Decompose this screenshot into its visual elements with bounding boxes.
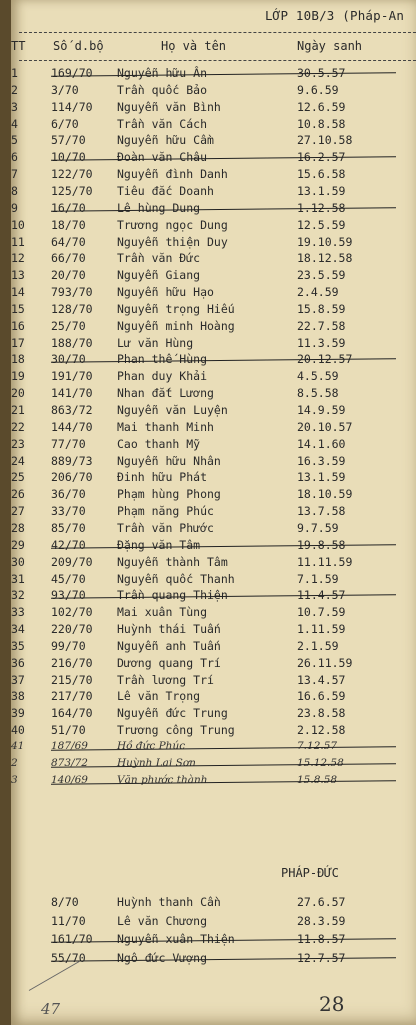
- birth-date: 13.4.57: [297, 672, 346, 687]
- birth-date: 18.10.59: [297, 487, 353, 502]
- row-number: 35: [11, 638, 25, 653]
- student-row: [11, 201, 416, 218]
- row-number: 39: [11, 706, 25, 721]
- registry-number: 206/70: [51, 470, 93, 485]
- student-name: Lê văn Trọng: [117, 689, 201, 704]
- student-row: [11, 218, 416, 235]
- birth-date: 16.6.59: [297, 689, 346, 704]
- student-name: Văn phước thành: [117, 773, 208, 786]
- row-number: 22: [11, 419, 25, 434]
- student-row: [11, 403, 416, 420]
- registry-number: 11/70: [51, 913, 86, 928]
- student-name: Mai xuân Tùng: [117, 605, 208, 620]
- student-name: Dương quang Trí: [117, 655, 221, 670]
- student-row: [11, 538, 416, 555]
- birth-date: 14.1.60: [297, 436, 346, 451]
- row-number: 10: [11, 217, 25, 232]
- student-row: [11, 83, 416, 100]
- registry-number: 217/70: [51, 689, 93, 704]
- birth-date: 13.1.59: [297, 470, 346, 485]
- header-top-rule: [19, 32, 416, 33]
- student-row: [11, 555, 416, 572]
- student-row: [11, 150, 416, 167]
- registry-number: 85/70: [51, 520, 86, 535]
- student-row: [11, 133, 416, 150]
- registry-number: 122/70: [51, 167, 93, 182]
- student-row: [11, 268, 416, 285]
- student-name: Nguyễn xuân Thiện: [117, 932, 235, 946]
- registry-number: 873/72: [51, 756, 88, 769]
- birth-date: 12.6.59: [297, 99, 346, 114]
- birth-date: 11.4.57: [297, 588, 346, 603]
- row-number: 4: [11, 116, 18, 131]
- registry-number: 10/70: [51, 150, 86, 165]
- row-number: 24: [11, 453, 25, 468]
- birth-date: 19.10.59: [297, 234, 353, 249]
- student-row: [11, 622, 416, 639]
- registry-number: 16/70: [51, 200, 86, 215]
- strike-through-line: [51, 746, 396, 751]
- student-row: [11, 352, 416, 369]
- registry-number: 55/70: [51, 950, 86, 965]
- row-number: 40: [11, 723, 25, 738]
- student-row: [11, 235, 416, 252]
- student-name: Lê hùng Dung: [117, 200, 201, 215]
- row-number: 19: [11, 369, 25, 384]
- row-number: 41: [11, 740, 25, 752]
- birth-date: 2.12.58: [297, 723, 346, 738]
- birth-date: 12.5.59: [297, 217, 346, 232]
- student-name: Nguyễn văn Bình: [117, 99, 221, 114]
- row-number: 15: [11, 301, 25, 316]
- student-name: Trương ngọc Dung: [117, 217, 228, 232]
- birth-date: 26.11.59: [297, 655, 353, 670]
- registry-number: 220/70: [51, 622, 93, 637]
- birth-date: 13.1.59: [297, 183, 346, 198]
- registry-number: 128/70: [51, 301, 93, 316]
- student-name: Nguyễn anh Tuấn: [117, 638, 221, 653]
- student-row: [11, 656, 416, 673]
- student-row: [11, 673, 416, 690]
- student-row: [11, 369, 416, 386]
- row-number: 5: [11, 133, 18, 148]
- registry-number: 863/72: [51, 403, 93, 417]
- registry-number: 93/70: [51, 588, 86, 603]
- student-row: [11, 723, 416, 740]
- student-name: Lư văn Hùng: [117, 335, 194, 350]
- row-number: 14: [11, 285, 25, 300]
- birth-date: 16.3.59: [297, 453, 346, 468]
- student-name: Trần văn Đức: [117, 251, 201, 266]
- page-number: 28: [319, 992, 345, 1016]
- birth-date: 1.11.59: [297, 622, 346, 637]
- student-name: Đặng văn Tâm: [117, 537, 201, 552]
- student-row: [11, 437, 416, 454]
- student-row: [11, 774, 416, 791]
- col-header-so: Số d.bộ: [53, 39, 104, 53]
- registry-number: 51/70: [51, 723, 86, 738]
- birth-date: 19.8.58: [297, 537, 346, 552]
- row-number: 33: [11, 605, 25, 620]
- student-name: Đinh hữu Phát: [117, 470, 208, 485]
- registry-number: 25/70: [51, 318, 86, 333]
- row-number: 21: [11, 403, 25, 417]
- student-row: [11, 487, 416, 504]
- registry-number: 57/70: [51, 133, 86, 148]
- row-number: 23: [11, 436, 25, 451]
- register-page: [11, 0, 416, 1025]
- row-number: 3: [11, 773, 18, 786]
- row-number: 36: [11, 655, 25, 670]
- birth-date: 10.8.58: [297, 116, 346, 131]
- registry-number: 33/70: [51, 504, 86, 519]
- sub-student-row: [11, 914, 416, 931]
- birth-date: 23.8.58: [297, 706, 346, 721]
- student-name: Nguyễn văn Luyện: [117, 403, 228, 417]
- row-number: 28: [11, 520, 25, 535]
- row-number: 3: [11, 99, 18, 114]
- student-row: [11, 336, 416, 353]
- student-row: [11, 689, 416, 706]
- student-name: Nguyễn thành Tâm: [117, 554, 228, 569]
- registry-number: 45/70: [51, 571, 86, 586]
- registry-number: 102/70: [51, 605, 93, 620]
- student-name: Trần quang Thiện: [117, 588, 228, 603]
- student-row: [11, 572, 416, 589]
- sub-student-row: [11, 895, 416, 912]
- birth-date: 11.8.57: [297, 932, 346, 946]
- registry-number: 18/70: [51, 217, 86, 232]
- birth-date: 2.4.59: [297, 285, 339, 300]
- col-header-name: Họ và tên: [161, 39, 227, 53]
- row-number: 11: [11, 234, 25, 249]
- birth-date: 11.3.59: [297, 335, 346, 350]
- row-number: 20: [11, 386, 25, 401]
- registry-number: 8/70: [51, 895, 79, 909]
- strike-through-line: [51, 763, 396, 768]
- registry-number: 188/70: [51, 335, 93, 350]
- birth-date: 2.1.59: [297, 638, 339, 653]
- sub-class-title: PHÁP-ĐỨC: [281, 866, 339, 880]
- student-row: [11, 470, 416, 487]
- student-name: Tiêu đắc Doanh: [117, 183, 214, 198]
- registry-number: 20/70: [51, 268, 86, 283]
- student-row: [11, 167, 416, 184]
- registry-number: 99/70: [51, 638, 86, 653]
- registry-number: 164/70: [51, 706, 93, 721]
- student-row: [11, 605, 416, 622]
- student-name: Trần quốc Bảo: [117, 82, 208, 97]
- student-name: Nguyễn hữu Cầm: [117, 133, 214, 148]
- row-number: 7: [11, 167, 18, 182]
- row-number: 25: [11, 470, 25, 485]
- registry-number: 30/70: [51, 352, 86, 367]
- student-name: Nguyễn hữu Hạo: [117, 285, 214, 300]
- student-row: [11, 521, 416, 538]
- student-name: Huỳnh thái Tuấn: [117, 622, 221, 637]
- registry-number: 889/73: [51, 453, 93, 468]
- student-name: Nguyễn đức Trung: [117, 706, 228, 721]
- row-number: 29: [11, 537, 25, 552]
- student-name: Trần văn Cách: [117, 116, 208, 131]
- col-header-date: Ngày sanh: [297, 39, 363, 53]
- row-number: 13: [11, 268, 25, 283]
- birth-date: 8.5.58: [297, 386, 339, 401]
- student-row: [11, 302, 416, 319]
- student-name: Huỳnh Lai Sơn: [117, 756, 196, 769]
- registry-number: 42/70: [51, 537, 86, 552]
- birth-date: 27.10.58: [297, 133, 353, 148]
- row-number: 2: [11, 82, 18, 97]
- student-name: Nguyễn hữu Nhân: [117, 453, 221, 468]
- birth-date: 11.11.59: [297, 554, 353, 569]
- student-row: [11, 740, 416, 757]
- birth-date: 14.9.59: [297, 403, 346, 417]
- row-number: 17: [11, 335, 25, 350]
- row-number: 32: [11, 588, 25, 603]
- registry-number: 793/70: [51, 285, 93, 300]
- student-row: [11, 757, 416, 774]
- student-name: Mai thanh Minh: [117, 419, 214, 434]
- student-name: Đoàn văn Châu: [117, 150, 208, 165]
- class-title: LỚP 10B/3 (Pháp-An: [265, 8, 405, 23]
- student-row: [11, 454, 416, 471]
- student-row: [11, 420, 416, 437]
- student-row: [11, 66, 416, 83]
- row-number: 9: [11, 200, 18, 215]
- registry-number: 191/70: [51, 369, 93, 384]
- registry-number: 36/70: [51, 487, 86, 502]
- registry-number: 3/70: [51, 82, 79, 97]
- student-row: [11, 117, 416, 134]
- student-name: Nguyễn thiện Duy: [117, 234, 228, 249]
- student-row: [11, 504, 416, 521]
- birth-date: 4.5.59: [297, 369, 339, 384]
- birth-date: 9.7.59: [297, 520, 339, 535]
- birth-date: 20.10.57: [297, 419, 353, 434]
- registry-number: 215/70: [51, 672, 93, 687]
- row-number: 37: [11, 672, 25, 687]
- student-name: Nguyễn minh Hoàng: [117, 318, 235, 333]
- corner-note: 47: [41, 1000, 61, 1018]
- birth-date: 15.8.59: [297, 301, 346, 316]
- registry-number: 64/70: [51, 234, 86, 249]
- row-number: 31: [11, 571, 25, 586]
- birth-date: 28.3.59: [297, 913, 346, 928]
- row-number: 1: [11, 66, 18, 80]
- student-row: [11, 386, 416, 403]
- student-row: [11, 588, 416, 605]
- registry-number: 114/70: [51, 99, 93, 114]
- student-row: [11, 184, 416, 201]
- registry-number: 144/70: [51, 419, 93, 434]
- birth-date: 10.7.59: [297, 605, 346, 620]
- student-row: [11, 319, 416, 336]
- student-name: Nguyễn quốc Thanh: [117, 571, 235, 586]
- student-name: Trương công Trung: [117, 723, 235, 738]
- student-row: [11, 639, 416, 656]
- student-row: [11, 706, 416, 723]
- registry-number: 6/70: [51, 116, 79, 131]
- student-name: Trần văn Phước: [117, 520, 214, 535]
- student-row: [11, 100, 416, 117]
- student-name: Ngô đức Vượng: [117, 950, 208, 965]
- row-number: 18: [11, 352, 25, 367]
- row-number: 16: [11, 318, 25, 333]
- student-name: Cao thanh Mỹ: [117, 436, 201, 451]
- student-name: Hồ đức Phúc: [117, 740, 186, 752]
- registry-number: 187/69: [51, 740, 88, 752]
- birth-date: 22.7.58: [297, 318, 346, 333]
- student-row: [11, 251, 416, 268]
- birth-date: 23.5.59: [297, 268, 346, 283]
- birth-date: 15.12.58: [297, 756, 344, 769]
- registry-number: 140/69: [51, 773, 88, 786]
- row-number: 38: [11, 689, 25, 704]
- birth-date: 7.12.57: [297, 740, 338, 752]
- row-number: 12: [11, 251, 25, 266]
- student-name: Nhan đắt Lương: [117, 386, 214, 401]
- sub-student-row: [11, 932, 416, 949]
- registry-number: 141/70: [51, 386, 93, 401]
- registry-number: 66/70: [51, 251, 86, 266]
- student-name: Phan duy Khải: [117, 369, 208, 384]
- col-header-tt: TT: [11, 39, 26, 53]
- birth-date: 9.6.59: [297, 82, 339, 97]
- birth-date: 13.7.58: [297, 504, 346, 519]
- student-name: Huỳnh thanh Cần: [117, 895, 221, 909]
- student-name: Phạm hùng Phong: [117, 487, 221, 502]
- birth-date: 18.12.58: [297, 251, 353, 266]
- birth-date: 7.1.59: [297, 571, 339, 586]
- birth-date: 16.2.57: [297, 150, 346, 165]
- student-name: Phan thế Hùng: [117, 352, 208, 367]
- header-bottom-rule: [19, 60, 416, 61]
- birth-date: 12.7.57: [297, 950, 346, 965]
- strike-through-line: [51, 780, 396, 785]
- student-name: Phạm năng Phúc: [117, 504, 214, 519]
- registry-number: 209/70: [51, 554, 93, 569]
- birth-date: 15.8.58: [297, 773, 338, 786]
- student-name: Trần lương Trí: [117, 672, 214, 687]
- birth-date: 27.6.57: [297, 895, 346, 909]
- student-name: Nguyễn Giang: [117, 268, 201, 283]
- row-number: 8: [11, 183, 18, 198]
- birth-date: 30.5.57: [297, 66, 346, 80]
- student-name: Nguyễn trọng Hiếu: [117, 301, 235, 316]
- row-number: 6: [11, 150, 18, 165]
- registry-number: 169/70: [51, 66, 93, 80]
- registry-number: 125/70: [51, 183, 93, 198]
- row-number: 27: [11, 504, 25, 519]
- birth-date: 15.6.58: [297, 167, 346, 182]
- registry-number: 77/70: [51, 436, 86, 451]
- student-name: Nguyễn hữu Ân: [117, 66, 208, 80]
- birth-date: 20.12.57: [297, 352, 353, 367]
- row-number: 30: [11, 554, 25, 569]
- row-number: 34: [11, 622, 25, 637]
- student-name: Lê văn Chương: [117, 913, 208, 928]
- birth-date: 1.12.58: [297, 200, 346, 215]
- registry-number: 216/70: [51, 655, 93, 670]
- row-number: 2: [11, 756, 18, 769]
- row-number: 26: [11, 487, 25, 502]
- student-name: Nguyễn đình Danh: [117, 167, 228, 182]
- registry-number: 161/70: [51, 932, 93, 946]
- student-row: [11, 285, 416, 302]
